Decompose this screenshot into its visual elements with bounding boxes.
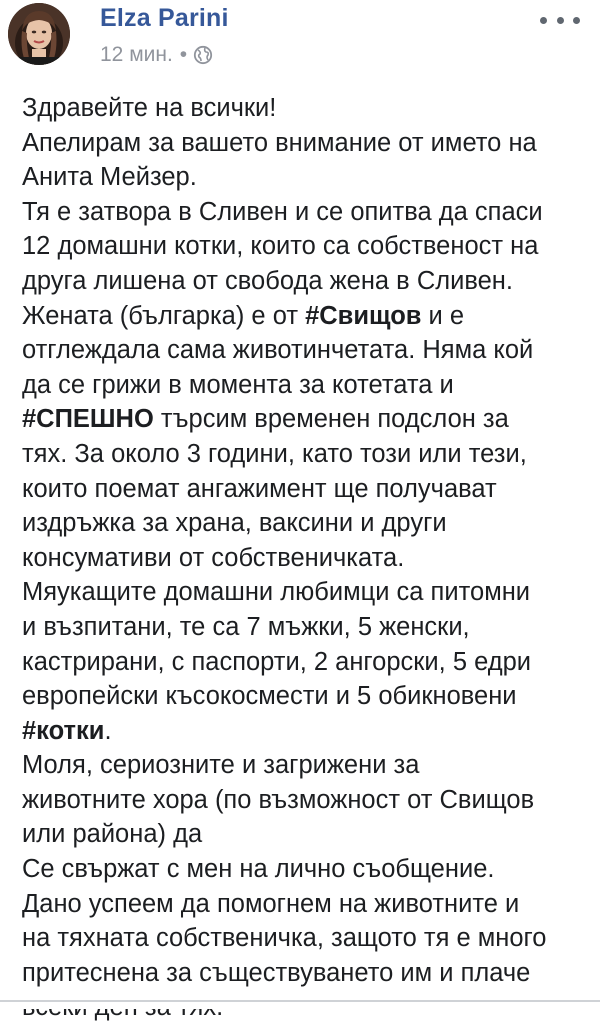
post-text-line (22, 195, 594, 230)
post-text-segment: или района) да (22, 820, 203, 849)
post-text-segment: Анита Мейзер. (22, 163, 197, 192)
post-meta (100, 42, 213, 68)
post-text-line (22, 783, 594, 818)
post-text-segment: Тя е затвора в Сливен и се опитва да спаси (22, 197, 543, 226)
post-text-segment: Мяукащите домашни любимци са питомни (22, 578, 531, 607)
post-text-line (22, 541, 594, 576)
post-text-line (22, 333, 594, 368)
post-text-segment: издръжка за храна, ваксини и други (22, 509, 447, 538)
post-text-segment: друга лишена от свобода жена в Сливен. (22, 266, 513, 295)
post-text-segment: животните хора (по възможност от Свищов (22, 785, 535, 814)
post-text-line (22, 91, 594, 126)
author-name[interactable]: Elza Parini (100, 4, 229, 32)
post-timestamp[interactable]: 12 мин. (100, 43, 173, 66)
globe-icon[interactable] (193, 45, 213, 65)
post-text-line (22, 817, 594, 852)
more-dot (540, 17, 547, 24)
post-text-line (22, 368, 594, 403)
post-divider (0, 1000, 600, 1009)
post-text-segment: тях. За около 3 години, като този или тези, (22, 439, 527, 468)
post-text-line (22, 956, 594, 991)
post-text-line (22, 714, 594, 749)
post-text-segment: Се свържат с мен на лично съобщение. (22, 855, 495, 884)
post-text-line (22, 645, 594, 680)
post-text-line (22, 402, 594, 437)
post-text-line (22, 887, 594, 922)
post-text-line (22, 264, 594, 299)
author-avatar[interactable] (8, 3, 70, 65)
post-text-segment: и е (421, 301, 465, 330)
post-text-segment: на тяхната собственичка, защото тя е много (22, 924, 547, 953)
post-header (0, 0, 600, 80)
post-text-segment: Дано успеем да помогнем на животните и (22, 889, 520, 918)
post-text-segment: Моля, сериозните и загрижени за (22, 751, 420, 780)
post-text-segment: притеснена за съществуването им и плаче (22, 958, 531, 987)
avatar-image (8, 3, 70, 65)
post-text-line (22, 748, 594, 783)
post-text-segment: търсим временен подслон за (153, 405, 509, 434)
post-text-segment: които поемат ангажимент ще получават (22, 474, 497, 503)
post-text-segment: отглеждала сама животинчетата. Няма кой (22, 336, 534, 365)
post-text-segment: 12 домашни котки, които са собственост на (22, 232, 539, 261)
post-text-line (22, 229, 594, 264)
hashtag-link[interactable]: #котки (22, 716, 105, 745)
post-text (22, 91, 594, 1025)
more-dot (557, 17, 564, 24)
more-dot (573, 17, 580, 24)
post-text-line (22, 852, 594, 887)
post-text-line (22, 126, 594, 161)
post-text-line (22, 921, 594, 956)
post-text-line (22, 472, 594, 507)
post-text-line (22, 299, 594, 334)
meta-separator: • (179, 43, 188, 66)
post-text-segment: Апелирам за вашето внимание от името на (22, 128, 537, 157)
post-text-segment: Здравейте на всички! (22, 94, 277, 122)
post-text-line (22, 506, 594, 541)
post-text-segment: да се грижи в момента за котетата и (22, 370, 454, 399)
post-text-segment: . (104, 716, 112, 745)
post-text-line (22, 160, 594, 195)
post-text-line (22, 437, 594, 472)
hashtag-link[interactable]: #Свищов (305, 301, 422, 330)
post-text-segment: европейски късокосмести и 5 обикновени (22, 682, 517, 711)
post-text-line (22, 679, 594, 714)
post-text-line (22, 610, 594, 645)
post-text-line (22, 575, 594, 610)
hashtag-link[interactable]: #СПЕШНО (22, 405, 154, 434)
post-text-segment: и възпитани, те са 7 мъжки, 5 женски, (22, 612, 470, 641)
post-text-segment: консумативи от собственичката. (22, 543, 405, 572)
post-text-segment: Жената (българка) е от (22, 301, 306, 330)
more-options-icon[interactable] (540, 8, 580, 32)
post-text-segment: кастрирани, с паспорти, 2 ангорски, 5 едри (22, 647, 532, 676)
